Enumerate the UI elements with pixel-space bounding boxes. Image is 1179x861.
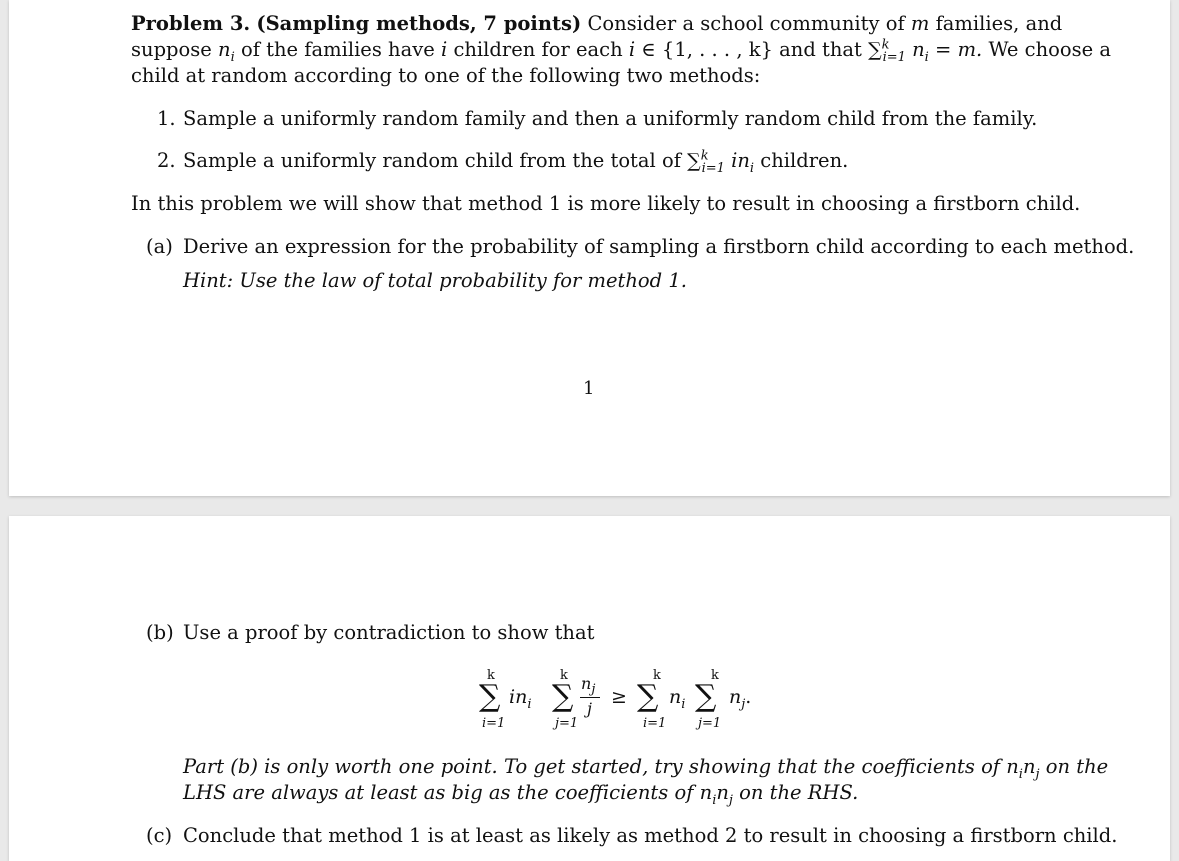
eq-sum1: ∑ [479,679,501,714]
eq-sum3: ∑ [637,679,659,714]
eq-in-i: $in_i$ [509,686,532,712]
part-b-note-line-2: LHS are always at least as big as the coefficients of $n_in_j$ on the RHS. [183,781,859,808]
eq-frac-bar [580,697,600,698]
page-2 [9,516,1170,861]
eq-sum4: ∑ [695,679,717,714]
line2-text-d: and that [779,38,862,61]
line2-text-e: We choose a [988,38,1111,61]
problem-subtitle: (Sampling methods, 7 points) [256,12,582,35]
line2-text-a: suppose [131,38,212,61]
line2-text-b: of the families have [240,38,435,61]
eq-sum4-lower: j=1 [698,716,722,731]
part-a-text: Derive an expression for the probability of sampling a firstborn child according to each method. [183,235,1135,258]
eq-sum1-lower: i=1 [482,716,506,731]
problem-statement: In this problem we will show that method 1 is more likely to result in choosing a firstborn child. [131,192,1081,215]
part-c-label: (c) [146,824,173,847]
problem-title: Problem 3. [131,12,251,35]
math-m: m [910,12,930,35]
eq-sum3-lower: i=1 [643,716,667,731]
part-b-note-line-1: Part (b) is only worth one point. To get started, try showing that the coefficients of $n_in_j$ on the [183,755,1109,782]
math-ninj: $n_in_j$ [1006,755,1040,782]
display-equation [479,666,799,736]
method-1-number: 1. [157,107,176,130]
intro-text-2: families, and [935,12,1063,35]
part-a-hint: Hint: Use the law of total probability for method 1. [183,269,687,292]
math-ninj-2: $n_in_j$ [699,781,733,808]
eq-n-i: $n_i$ [669,686,686,712]
math-sum-n: ∑$^k_{i=1}$ $n_i = m$. [868,37,983,65]
part-b-text: Use a proof by contradiction to show that [183,621,595,644]
eq-sum3-upper: k [653,668,661,683]
math-set: i ∈ {1, . . . , k} [628,38,773,61]
eq-sum2-upper: k [560,668,568,683]
eq-frac-numerator: $n_j$ [581,674,596,698]
part-a-label: (a) [146,235,173,258]
method-1-text: Sample a uniformly random family and then a uniformly random child from the family. [183,107,1038,130]
part-b-label: (b) [146,621,174,644]
page-1 [9,0,1170,496]
page-number: 1 [583,378,595,399]
problem-line-2 [131,37,1111,65]
method-2-text: Sample a uniformly random child from the total of ∑$^k_{i=1}$ $in_i$ children. [183,148,849,176]
eq-n-j: $n_j$. [729,686,752,712]
math-n-i: $n_i$ [218,38,235,65]
eq-frac-denominator: j [587,699,592,718]
method-2-number: 2. [157,149,176,172]
math-i: i [441,38,448,61]
eq-geq: ≥ [611,686,627,708]
intro-text: Consider a school community of [587,12,905,35]
problem-line-1 [131,11,1063,37]
eq-sum4-upper: k [711,668,719,683]
part-c-text: Conclude that method 1 is at least as likely as method 2 to result in choosing a firstborn child. [183,824,1118,847]
eq-sum1-upper: k [487,668,495,683]
eq-sum2: ∑ [552,679,574,714]
line2-text-c: children for each [453,38,623,61]
eq-sum2-lower: j=1 [555,716,579,731]
problem-line-3: child at random according to one of the following two methods: [131,64,761,87]
